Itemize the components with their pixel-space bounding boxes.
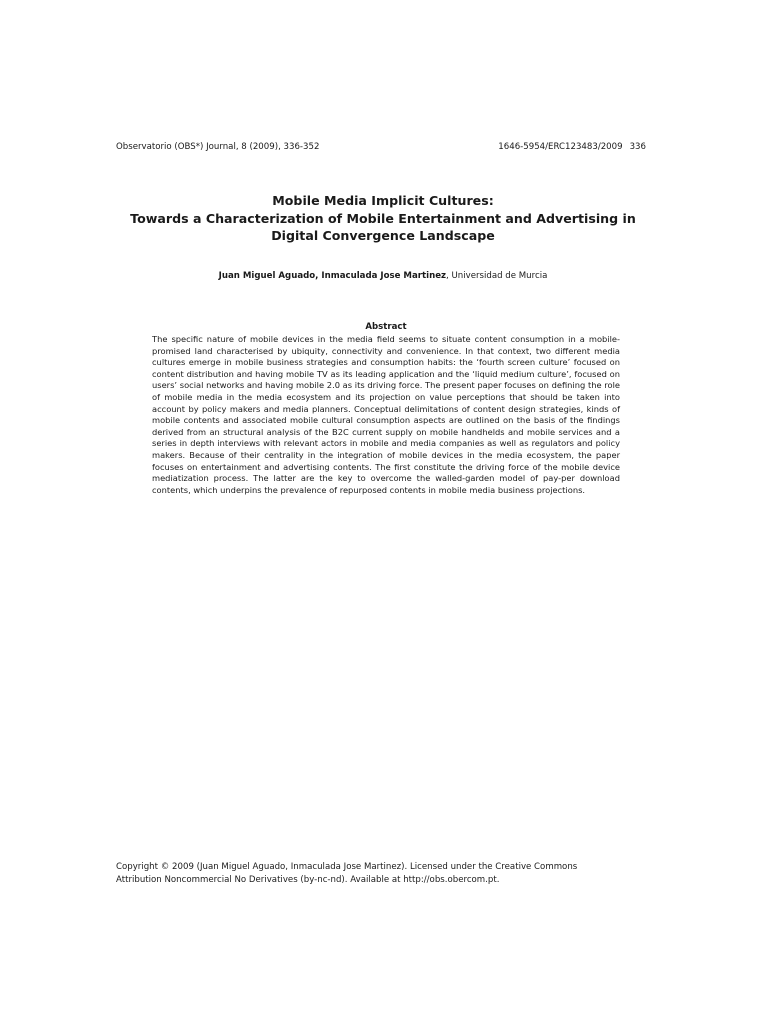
copyright-notice xyxy=(116,861,646,887)
abstract-text: The specific nature of mobile devices in the media field seems to situate content consumption in a mobile-promised land characterised by ubiquity, connectivity and convenience. In that context, two different media cultures emerge in mobile business strategies and consumption habits: the ‘fourth screen culture’ focused on content distribution and having mobile TV as its leading application and the ‘liquid medium culture’, focused on users’ social networks and having mobile 2.0 as its driving force. The present paper focuses on defining the role of mobile media in the media ecosystem and its projection on value perceptions that should be taken into account by policy makers and media planners. Conceptual delimitations of content design strategies, kinds of mobile contents and associated mobile cultural consumption aspects are outlined on the basis of the findings derived from an structural analysis of the B2C current supply on mobile handhelds and mobile services and a series in depth interviews with relevant actors in mobile and media companies as well as regulators and policy makers. Because of their centrality in the integration of mobile devices in the media ecosystem, the paper focuses on entertainment and advertising contents. The first constitute the driving force of the mobile device mediatization process. The latter are the key to overcome the walled-garden model of pay-per download contents, which underpins the prevalence of repurposed contents in mobile media business projections. xyxy=(152,334,620,495)
title-line-3: Digital Convergence Landscape xyxy=(271,228,495,243)
copyright-line-1: Copyright © 2009 (Juan Miguel Aguado, Inmaculada Jose Martinez). Licensed under the Creative Commons xyxy=(116,862,578,872)
byline xyxy=(110,270,656,282)
abstract-heading: Abstract xyxy=(365,322,407,332)
author-affiliation: , Universidad de Murcia xyxy=(446,271,548,281)
paper-title xyxy=(110,192,656,245)
journal-citation: Observatorio (OBS*) Journal, 8 (2009), 336-352 xyxy=(116,142,320,152)
header-reference-group xyxy=(498,141,646,153)
author-names: Juan Miguel Aguado, Inmaculada Jose Martinez xyxy=(218,271,447,281)
title-line-1: Mobile Media Implicit Cultures: xyxy=(272,193,494,208)
running-header xyxy=(116,141,646,153)
article-reference: 1646-5954/ERC123483/2009 xyxy=(498,142,623,152)
title-line-2: Towards a Characterization of Mobile Entertainment and Advertising in xyxy=(130,210,636,226)
page-number: 336 xyxy=(629,142,646,152)
copyright-line-2: Attribution Noncommercial No Derivatives (by-nc-nd). Available at http://obs.obercom.pt. xyxy=(116,875,500,885)
